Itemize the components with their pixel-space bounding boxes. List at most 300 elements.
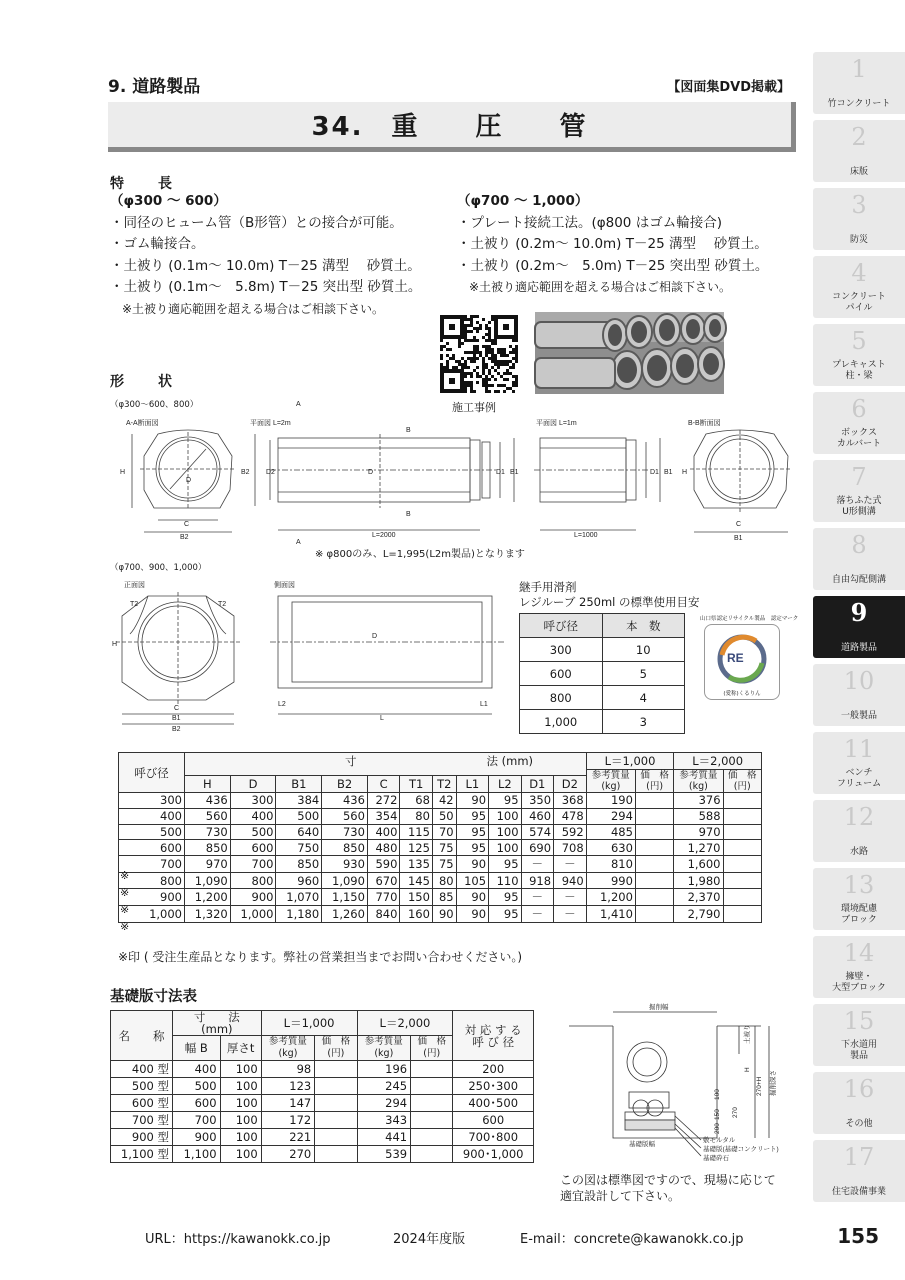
table-cell: 172 <box>261 1112 315 1129</box>
column-header: L1 <box>456 776 488 793</box>
table-cell: 368 <box>554 793 587 809</box>
table-cell: 75 <box>432 840 456 856</box>
qr-module <box>503 390 506 393</box>
qr-module <box>473 315 476 318</box>
label-plan1m: 平面図 L=1m <box>536 420 577 427</box>
chapter-tab[interactable] <box>813 936 905 998</box>
column-header: T1 <box>400 776 432 793</box>
table-row <box>119 824 762 840</box>
qr-module <box>488 357 491 360</box>
table-cell: 485 <box>586 824 635 840</box>
table-row <box>520 638 685 662</box>
qr-module <box>482 345 485 348</box>
qr-module <box>506 360 509 363</box>
qr-module <box>479 327 482 330</box>
chapter-tab[interactable] <box>813 188 905 250</box>
qr-module <box>473 360 476 363</box>
table-cell: － <box>554 856 587 873</box>
table-cell <box>315 1061 357 1078</box>
header-price-1: 価 格 (円) <box>635 770 673 793</box>
table-cell: 850 <box>276 856 322 873</box>
fig-label-gravel: 基礎砕石 <box>703 1155 729 1162</box>
table-cell: 350 <box>521 793 553 809</box>
qr-module <box>485 363 488 366</box>
table-cell: － <box>521 856 553 873</box>
table-cell: 400 <box>367 824 399 840</box>
qr-module <box>485 366 488 369</box>
table-row <box>119 873 762 889</box>
chapter-tab[interactable] <box>813 800 905 862</box>
qr-module <box>512 366 515 369</box>
qr-module <box>467 351 470 354</box>
qr-module <box>476 348 479 351</box>
qr-module <box>464 381 467 384</box>
qr-module <box>470 381 473 384</box>
qr-module <box>512 357 515 360</box>
qr-module <box>461 342 464 345</box>
table-cell: 250･300 <box>453 1078 534 1095</box>
tab-label: 防災 <box>849 235 868 245</box>
qr-module <box>473 390 476 393</box>
qr-module <box>470 357 473 360</box>
qr-module <box>473 345 476 348</box>
table-cell: 135 <box>400 856 432 873</box>
qr-module <box>467 339 470 342</box>
table-cell: 460 <box>521 808 553 824</box>
tab-number: 5 <box>851 327 867 355</box>
qr-module <box>488 327 491 330</box>
table-cell: 810 <box>586 856 635 873</box>
qr-module <box>440 363 443 366</box>
qr-module <box>485 390 488 393</box>
table-row <box>520 662 685 686</box>
label-side-d: D <box>372 633 378 640</box>
qr-module <box>464 318 467 321</box>
chapter-tab[interactable] <box>813 868 905 930</box>
qr-module <box>470 360 473 363</box>
tab-number: 16 <box>843 1075 875 1103</box>
table-cell: 640 <box>276 824 322 840</box>
qr-module <box>470 375 473 378</box>
features-right-range: （φ700 ～ 1,000） <box>457 193 589 209</box>
qr-module <box>473 336 476 339</box>
qr-module <box>497 348 500 351</box>
qr-module <box>461 366 464 369</box>
qr-module <box>494 342 497 345</box>
column-header: B2 <box>322 776 368 793</box>
qr-module <box>497 366 500 369</box>
label-side-l: L <box>380 715 384 722</box>
qr-module <box>515 345 518 348</box>
qr-module <box>473 369 476 372</box>
table-cell: 95 <box>489 856 521 873</box>
tab-label: 住宅設備事業 <box>831 1187 886 1197</box>
chapter-tab[interactable] <box>813 1004 905 1066</box>
recycle-box <box>700 614 799 706</box>
construction-photo <box>535 312 724 394</box>
header-l2000: L＝2,000 <box>674 753 762 770</box>
qr-module <box>446 366 449 369</box>
table-cell: 1,150 <box>322 888 368 905</box>
qr-module <box>485 333 488 336</box>
feature-note: ※土被り適応範囲を超える場合はご相談下さい。 <box>122 301 385 316</box>
chapter-tab[interactable] <box>813 120 905 182</box>
table-cell: 95 <box>456 808 488 824</box>
chapter-tab[interactable] <box>813 528 905 590</box>
feature-item: ・土被り (0.2m～ 5.0m) T－25 突出型 砂質土。 <box>457 257 769 274</box>
qr-module <box>512 381 515 384</box>
front-view-drawing <box>112 580 240 733</box>
table-cell: 95 <box>489 888 521 905</box>
table-cell: 221 <box>261 1129 315 1146</box>
qr-module <box>512 351 515 354</box>
table-cell: 600 <box>453 1112 534 1129</box>
table-cell: 294 <box>357 1095 411 1112</box>
table-row <box>111 1112 534 1129</box>
qr-module <box>491 375 494 378</box>
table-cell: 272 <box>367 793 399 809</box>
qr-module <box>476 345 479 348</box>
qr-module <box>485 345 488 348</box>
table-cell: 1,410 <box>586 905 635 922</box>
table-row <box>520 710 685 734</box>
qr-module <box>476 330 479 333</box>
table-cell: 900 <box>173 1129 221 1146</box>
qr-module <box>470 351 473 354</box>
tab-number: 6 <box>851 395 867 423</box>
table-cell: 80 <box>400 808 432 824</box>
table-cell <box>635 905 673 922</box>
qr-module <box>479 324 482 327</box>
table-cell: 50 <box>432 808 456 824</box>
qr-module <box>458 345 461 348</box>
features-right <box>457 191 802 299</box>
table-cell: 70 <box>432 824 456 840</box>
table-cell: 1,980 <box>674 873 723 889</box>
tab-label: 自由勾配側溝 <box>831 575 886 585</box>
qr-module <box>494 378 497 381</box>
table-cell: 960 <box>276 873 322 889</box>
table-cell: 100 <box>489 840 521 856</box>
tab-label: ボックス カルバート <box>836 428 882 449</box>
chapter-tab[interactable] <box>813 256 905 318</box>
table-cell <box>411 1112 453 1129</box>
label-d: D <box>186 477 192 484</box>
label-bb: B-B断面図 <box>688 420 721 427</box>
qr-module <box>500 375 503 378</box>
table-cell: 730 <box>185 824 231 840</box>
figure-caption: この図は標準図ですので、現場に応じて 適宜設計して下さい。 <box>560 1173 776 1203</box>
qr-module <box>515 384 518 387</box>
table-cell: － <box>521 888 553 905</box>
qr-module <box>494 339 497 342</box>
table-row <box>111 1129 534 1146</box>
feature-item: ・プレート接続工法。(φ800 はゴム輪接合) <box>457 214 722 231</box>
qr-module <box>464 360 467 363</box>
table-cell: 918 <box>521 873 553 889</box>
fig-label-h: H <box>744 1067 751 1072</box>
qr-module <box>458 363 461 366</box>
fig-label-200: 200 <box>714 1123 721 1134</box>
header-dim-2: 法 (mm) <box>486 754 534 769</box>
qr-code[interactable] <box>440 315 518 393</box>
table-note: ※印 ( 受注生産品となります。弊社の営業担当までお問い合わせください。) <box>118 950 523 964</box>
qr-module <box>515 339 518 342</box>
qr-module <box>440 354 443 357</box>
table-cell <box>635 873 673 889</box>
qr-module <box>512 390 515 393</box>
qr-module <box>515 360 518 363</box>
table-cell: 400 <box>119 808 185 824</box>
table-row <box>119 808 762 824</box>
qr-module <box>476 321 479 324</box>
qr-module <box>482 366 485 369</box>
qr-module <box>467 324 470 327</box>
chapter-tab[interactable] <box>813 460 905 522</box>
qr-module <box>500 354 503 357</box>
table-cell: 592 <box>554 824 587 840</box>
table-cell: 95 <box>489 793 521 809</box>
qr-module <box>449 357 452 360</box>
table-cell: 384 <box>276 793 322 809</box>
table-cell: 441 <box>357 1129 411 1146</box>
table-cell: 95 <box>456 840 488 856</box>
qr-module <box>479 354 482 357</box>
qr-module <box>446 363 449 366</box>
table-cell: 600 型 <box>111 1095 173 1112</box>
qr-module <box>494 363 497 366</box>
qr-module <box>515 348 518 351</box>
table-cell: 90 <box>456 905 488 922</box>
table-cell: 1,090 <box>185 873 231 889</box>
table-cell <box>411 1095 453 1112</box>
qr-module <box>497 372 500 375</box>
table-cell: 100 <box>220 1112 261 1129</box>
recycle-caption: 山口県認定リサイクル製品 認定マーク <box>700 616 799 622</box>
qr-module <box>509 351 512 354</box>
table-cell: 300 <box>230 793 276 809</box>
tab-label: 竹コンクリート <box>827 99 891 109</box>
label-side-l1: L1 <box>480 701 488 708</box>
table-row <box>111 1095 534 1112</box>
table-cell: 80 <box>432 873 456 889</box>
table-cell: 600 <box>173 1095 221 1112</box>
base-header-dim: 寸 法 (mm) <box>173 1011 262 1036</box>
qr-module <box>509 360 512 363</box>
qr-module <box>446 354 449 357</box>
qr-module <box>488 384 491 387</box>
table-cell: 190 <box>586 793 635 809</box>
qr-module <box>443 345 446 348</box>
table-row <box>119 840 762 856</box>
qr-module <box>491 342 494 345</box>
label-front-t2l: T2 <box>130 601 139 608</box>
qr-module <box>503 378 506 381</box>
chapter-tab[interactable] <box>813 324 905 386</box>
lube-cell: 3 <box>602 710 685 734</box>
lube-header-diameter: 呼び径 <box>520 614 603 638</box>
label-c: C <box>184 521 190 528</box>
qr-module <box>470 324 473 327</box>
shape-heading: 形 状 <box>110 374 182 390</box>
qr-module <box>482 357 485 360</box>
qr-module <box>503 348 506 351</box>
qr-module <box>470 321 473 324</box>
chapter-tab[interactable] <box>813 732 905 794</box>
lube-cell: 10 <box>602 638 685 662</box>
qr-module <box>482 363 485 366</box>
lube-cell: 800 <box>520 686 603 710</box>
qr-module <box>509 372 512 375</box>
label-h: H <box>120 469 126 476</box>
drawing-note: ※ φ800のみ、L=1,995(L2m製品)となります <box>315 549 525 560</box>
label-b-bot: B <box>406 511 411 518</box>
table-cell: 539 <box>357 1146 411 1163</box>
table-cell: 500 <box>276 808 322 824</box>
chapter-tabs <box>813 52 905 1208</box>
footer-email[interactable]: E-mail：concrete@kawanokk.co.jp <box>520 1232 744 1247</box>
label-l2000: L=2000 <box>372 532 396 539</box>
qr-module <box>440 366 443 369</box>
table-cell: 700 <box>230 856 276 873</box>
qr-module <box>500 363 503 366</box>
label-plan2m: 平面図 L=2m <box>250 420 291 427</box>
qr-module <box>455 366 458 369</box>
fig-label-baseplate: 基礎版(基礎コンクリート) <box>703 1146 779 1153</box>
label-front-t2r: T2 <box>218 601 227 608</box>
tab-label: プレキャスト 柱・梁 <box>832 360 886 381</box>
table-cell: 560 <box>322 808 368 824</box>
qr-module <box>485 324 488 327</box>
table-cell: 75 <box>432 856 456 873</box>
qr-module <box>515 354 518 357</box>
table-cell: 123 <box>261 1078 315 1095</box>
qr-module <box>485 339 488 342</box>
table-cell: 990 <box>586 873 635 889</box>
table-cell: 1,200 <box>586 888 635 905</box>
qr-module <box>476 327 479 330</box>
table-cell <box>315 1129 357 1146</box>
qr-module <box>467 330 470 333</box>
qr-module <box>485 384 488 387</box>
table-cell <box>635 808 673 824</box>
qr-module <box>503 363 506 366</box>
qr-module <box>482 381 485 384</box>
tab-label: 下水道用 製品 <box>840 1040 877 1061</box>
lube-cell: 5 <box>602 662 685 686</box>
label-side: 側面図 <box>274 582 295 589</box>
qr-module <box>494 357 497 360</box>
base-header-weight-1: 参考質量 (kg) <box>261 1036 315 1061</box>
fig-label-cover: 土被り <box>744 1024 751 1044</box>
qr-module <box>500 360 503 363</box>
table-cell: 478 <box>554 808 587 824</box>
qr-module <box>512 339 515 342</box>
qr-module <box>464 336 467 339</box>
base-header-weight-2: 参考質量 (kg) <box>357 1036 411 1061</box>
tab-number: 13 <box>843 871 875 899</box>
table-cell <box>635 793 673 809</box>
made-to-order-mark: ※ <box>120 903 130 917</box>
qr-module <box>491 354 494 357</box>
tab-label: 一般製品 <box>840 711 877 721</box>
label-b2: B2 <box>180 534 189 541</box>
column-header: D2 <box>554 776 587 793</box>
table-cell <box>411 1078 453 1095</box>
table-cell: 900･1,000 <box>453 1146 534 1163</box>
qr-module <box>446 360 449 363</box>
qr-module <box>491 318 494 321</box>
table-cell: － <box>554 888 587 905</box>
column-header: D <box>230 776 276 793</box>
footer-url[interactable]: URL：https://kawanokk.co.jp <box>145 1232 331 1247</box>
tab-label: 環境配慮 ブロック <box>840 904 877 925</box>
qr-module <box>497 384 500 387</box>
photo-caption: 施工事例 <box>452 401 496 414</box>
chapter-tab[interactable] <box>813 1140 905 1202</box>
qr-module <box>470 330 473 333</box>
chapter-tab[interactable] <box>813 664 905 726</box>
table-cell: 200 <box>453 1061 534 1078</box>
chapter-tab[interactable] <box>813 1072 905 1134</box>
label-d2: D2 <box>266 469 275 476</box>
chapter-tab[interactable] <box>813 52 905 114</box>
column-header: T2 <box>432 776 456 793</box>
table-cell: 708 <box>554 840 587 856</box>
label-l1000: L=1000 <box>574 532 598 539</box>
chapter-tab[interactable] <box>813 392 905 454</box>
tab-label: 水路 <box>849 847 868 857</box>
base-header-price-1: 価 格 (円) <box>315 1036 357 1061</box>
qr-module <box>464 315 467 318</box>
table-cell: 245 <box>357 1078 411 1095</box>
table-cell: 1,070 <box>276 888 322 905</box>
qr-module <box>503 351 506 354</box>
header-price-2: 価 格 (円) <box>723 770 761 793</box>
table-cell: 500 <box>230 824 276 840</box>
table-cell: 196 <box>357 1061 411 1078</box>
qr-module <box>467 366 470 369</box>
table-cell: 1,090 <box>322 873 368 889</box>
features-heading: 特 長 <box>110 176 182 192</box>
table-cell: 100 <box>220 1129 261 1146</box>
table-cell: 600 <box>119 840 185 856</box>
tab-number: 15 <box>843 1007 875 1035</box>
table-row <box>119 856 762 873</box>
table-cell: 900 型 <box>111 1129 173 1146</box>
table-cell: 1,000 <box>119 905 185 922</box>
qr-module <box>473 327 476 330</box>
qr-module <box>488 345 491 348</box>
table-cell <box>723 905 761 922</box>
qr-module <box>494 390 497 393</box>
label-front: 正面図 <box>124 582 145 589</box>
label-b1-1m: B1 <box>664 469 673 476</box>
label-b-top: B <box>406 427 411 434</box>
table-row <box>520 686 685 710</box>
chapter-tab[interactable] <box>813 596 905 658</box>
table-cell: 900 <box>230 888 276 905</box>
made-to-order-mark: ※ <box>120 868 130 882</box>
table-cell: 100 <box>220 1061 261 1078</box>
table-cell: 436 <box>185 793 231 809</box>
drawing-row-b <box>110 574 510 734</box>
qr-module <box>491 357 494 360</box>
recycle-mark-text: RE <box>727 651 744 665</box>
dvd-badge: 【図面集DVD掲載】 <box>667 80 790 95</box>
qr-module <box>491 348 494 351</box>
fig-label-depth: 掘削深さ <box>770 1070 777 1096</box>
